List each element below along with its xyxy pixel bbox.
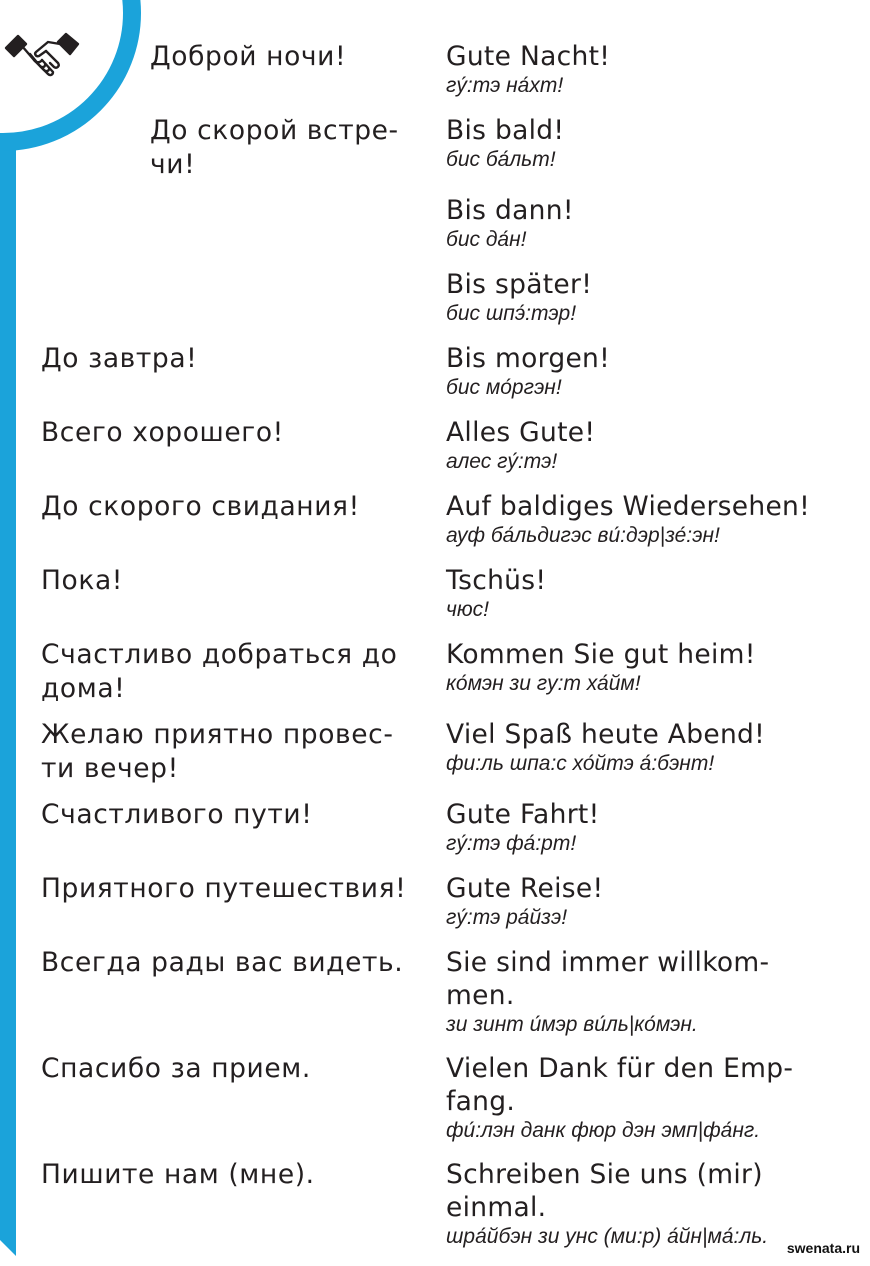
left-accent-bar xyxy=(0,0,16,1266)
russian-phrase: До скорого свидания! xyxy=(41,491,360,522)
russian-phrase: Желаю приятно провес- ти вечер! xyxy=(41,719,394,784)
german-phrase: Kommen Sie gut heim! xyxy=(446,639,756,670)
russian-phrase: Приятного путешествия! xyxy=(41,873,407,904)
german-phrase: Bis morgen! xyxy=(446,343,611,374)
russian-phrase: Всегда рады вас видеть. xyxy=(41,947,404,978)
pronunciation: гу́:тэ фа́:рт! xyxy=(446,832,577,855)
russian-phrase: Счастливо добраться до дома! xyxy=(41,639,398,704)
pronunciation: бис шпэ́:тэр! xyxy=(446,302,577,325)
russian-phrase: Пишите нам (мне). xyxy=(41,1159,315,1190)
russian-phrase: Доброй ночи! xyxy=(150,41,347,72)
german-phrase: Alles Gute! xyxy=(446,417,596,448)
german-phrase: Schreiben Sie uns (mir) einmal. xyxy=(446,1159,763,1223)
russian-phrase: Счастливого пути! xyxy=(41,799,313,830)
german-phrase: Bis bald! xyxy=(446,115,565,146)
german-phrase: Gute Fahrt! xyxy=(446,799,600,830)
german-phrase: Tschüs! xyxy=(446,565,547,596)
russian-phrase: До скорой встре- чи! xyxy=(150,115,399,180)
german-phrase: Bis dann! xyxy=(446,195,574,226)
german-phrase: Gute Nacht! xyxy=(446,41,611,72)
corner-cut xyxy=(0,1240,26,1266)
pronunciation: гу́:тэ на́хт! xyxy=(446,74,564,97)
russian-phrase: Спасибо за прием. xyxy=(41,1053,311,1084)
pronunciation: алес гу́:тэ! xyxy=(446,450,558,473)
russian-phrase: До завтра! xyxy=(41,343,198,374)
pronunciation: бис да́н! xyxy=(446,228,527,251)
german-phrase: Gute Reise! xyxy=(446,873,604,904)
pronunciation: чюс! xyxy=(446,598,489,621)
pronunciation: фи:ль шпа:с хо́йтэ а́:бэнт! xyxy=(446,752,715,775)
pronunciation: зи зинт и́мэр ви́ль|ко́мэн. xyxy=(446,1013,698,1036)
pronunciation: ауф ба́льдигэс ви́:дэр|зе́:эн! xyxy=(446,524,720,547)
pronunciation: бис мо́ргэн! xyxy=(446,376,562,399)
watermark: swenata.ru xyxy=(786,1240,860,1256)
german-phrase: Auf baldiges Wiedersehen! xyxy=(446,491,811,522)
russian-phrase: Пока! xyxy=(41,565,124,596)
russian-phrase: Всего хорошего! xyxy=(41,417,284,448)
german-phrase: Viel Spaß heute Abend! xyxy=(446,719,766,750)
german-phrase: Sie sind immer willkom- men. xyxy=(446,947,770,1011)
handshake-icon xyxy=(2,26,82,82)
pronunciation: гу́:тэ ра́йзэ! xyxy=(446,906,568,929)
german-phrase: Bis später! xyxy=(446,269,593,300)
pronunciation: бис ба́льт! xyxy=(446,148,556,171)
pronunciation: фи́:лэн данк фюр дэн эмп|фа́нг. xyxy=(446,1119,761,1142)
pronunciation: шра́йбэн зи унс (ми:р) а́йн|ма́:ль. xyxy=(446,1225,769,1248)
pronunciation: ко́мэн зи гу:т ха́йм! xyxy=(446,672,641,695)
german-phrase: Vielen Dank für den Emp- fang. xyxy=(446,1053,794,1117)
